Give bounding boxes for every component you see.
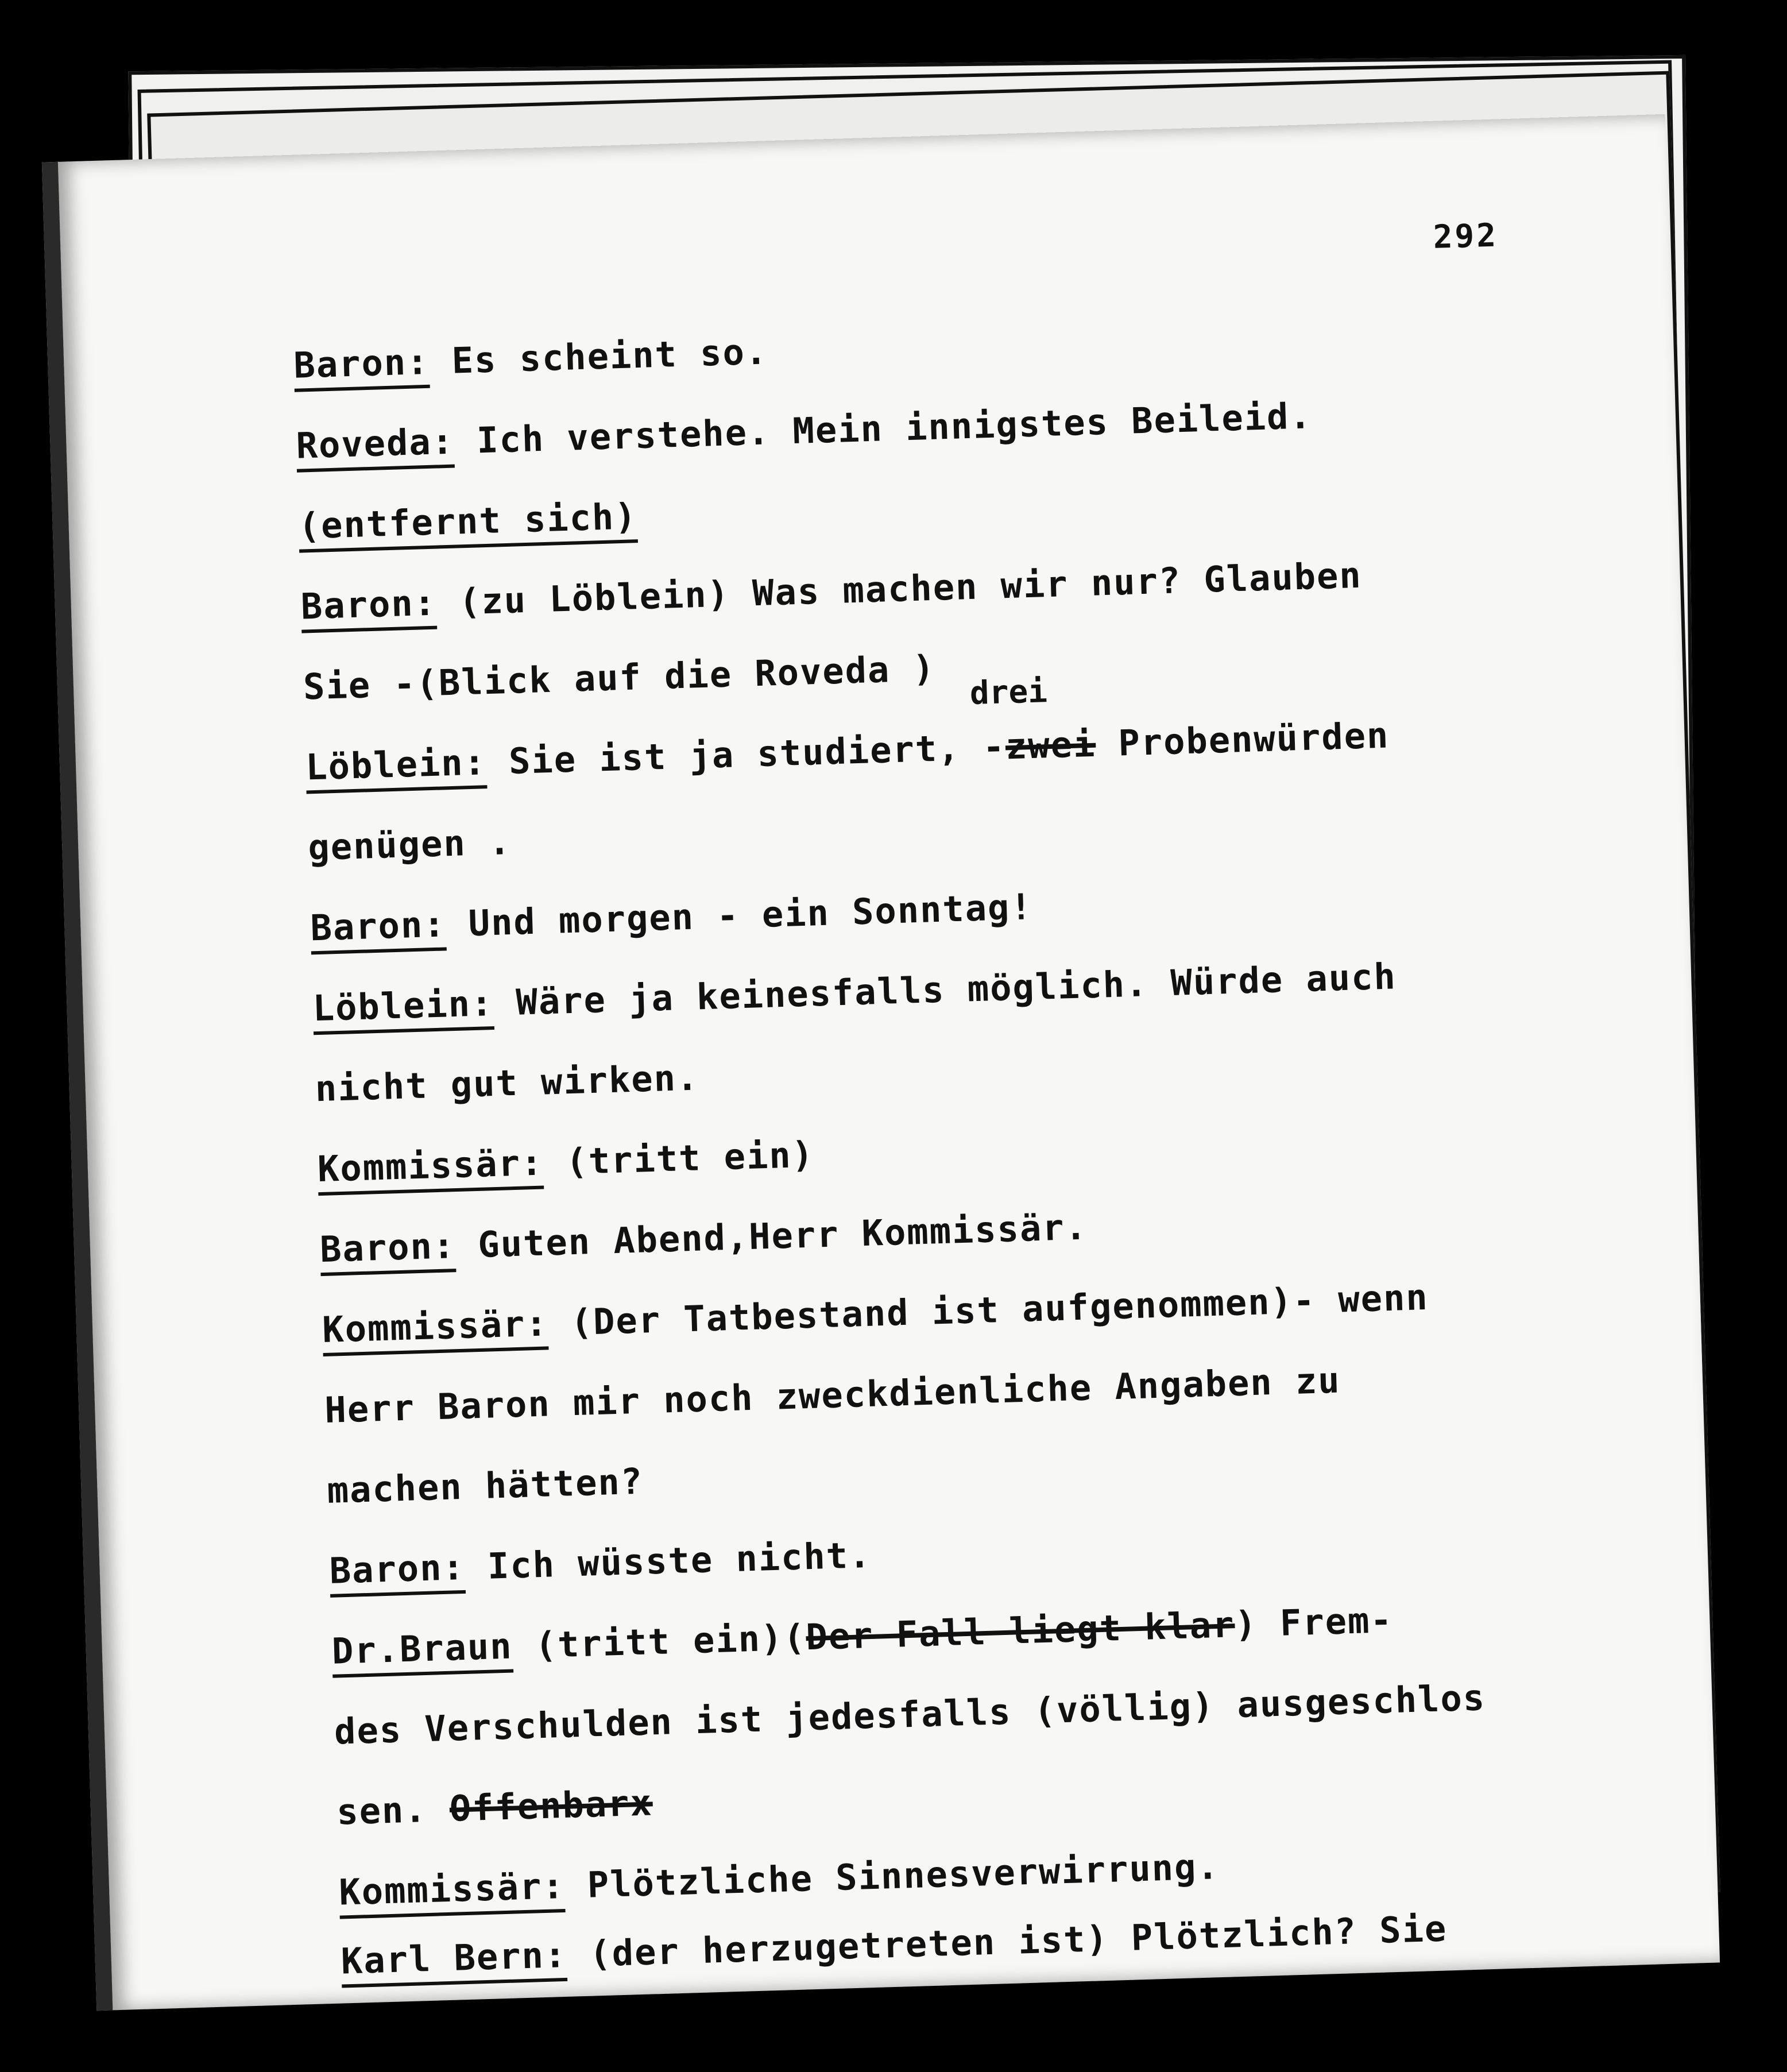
script-line [327,1460,644,1512]
speaker-label: Dr.Braun [331,1625,513,1677]
line-text: (entfernt sich) [298,495,638,552]
line-text: Ich verstehe. Mein innigstes Beileid. [476,395,1313,462]
script-line [293,330,768,392]
line-text: Plötzliche Sinnesverwirrung. [586,1845,1220,1906]
script-line [305,714,1390,794]
line-text: ) Frem- [1234,1598,1394,1646]
line-text: Herr Baron mir noch zweckdienliche Angaben zu [324,1359,1341,1431]
script-line [300,554,1363,633]
line-text: (der herzugetreten ist) Plötzlich? Sie [589,1907,1448,1975]
speaker-label: Baron: [329,1546,466,1598]
typed-insertion: drei [969,672,1048,713]
page-number: 292 [1432,217,1499,256]
script-line [341,1907,1448,1988]
speaker-label: Baron: [300,582,437,633]
script-line [331,1599,1394,1678]
script-line [336,1781,653,1833]
script-line [310,886,1034,954]
script-line [303,647,936,708]
line-text: Sie -(Blick auf die Roveda ) [303,647,936,708]
struck-text: Der Fall liegt klar [805,1603,1236,1659]
line-text: (Der Tatbestand ist aufgenommen)- wenn [570,1275,1429,1344]
line-text: Ich wüsste nicht. [486,1533,872,1587]
speaker-label: Kommissär: [322,1302,549,1356]
script-line [338,1845,1220,1919]
line-text: Es scheint so. [451,330,769,382]
line-text: nicht gut wirken. [314,1056,700,1110]
line-text: sen. [336,1787,450,1833]
line-text: des Verschulden ist jedesfalls (völlig) ausgeschlos [334,1676,1487,1753]
line-text: (zu Löblein) Was machen wir nur? Glauben [458,554,1363,623]
line-text: (tritt ein) [565,1133,815,1183]
speaker-label: Baron: [310,903,447,954]
line-text: Wäre ja keinesfalls möglich. Würde auch [515,955,1397,1023]
struck-text: zwei [1004,722,1097,768]
script-line [317,1134,815,1196]
script-line [312,955,1397,1035]
script-line [334,1676,1486,1752]
document-page [42,114,1720,2011]
speaker-label: Kommissär: [317,1142,544,1196]
line-text: Sie ist ja studiert, - [508,725,1007,782]
script-line [329,1534,872,1598]
script-line [307,821,512,868]
script-line [322,1276,1429,1356]
speaker-label: Löblein: [305,741,487,794]
line-text: Guten Abend,Herr Kommissär. [477,1205,1088,1266]
line-text: Probenwürden [1095,714,1390,765]
line-text: genügen . [307,820,512,869]
speaker-label: Baron: [293,341,430,392]
line-text: Und morgen - ein Sonntag! [467,886,1034,945]
script-line [298,495,638,552]
speaker-label: Baron: [319,1224,456,1276]
script-line [319,1205,1088,1276]
speaker-label: Roveda: [296,420,455,473]
speaker-label: Löblein: [312,982,494,1035]
speaker-label: Kommissär: [338,1865,566,1919]
line-text: machen hätten? [326,1460,644,1512]
script-line [324,1359,1341,1431]
script-line [315,1056,699,1110]
line-text: (tritt ein)( [534,1616,807,1667]
speaker-label: Karl Bern: [341,1934,568,1988]
script-line [296,395,1313,472]
struck-text: Offenbarx [448,1781,653,1830]
